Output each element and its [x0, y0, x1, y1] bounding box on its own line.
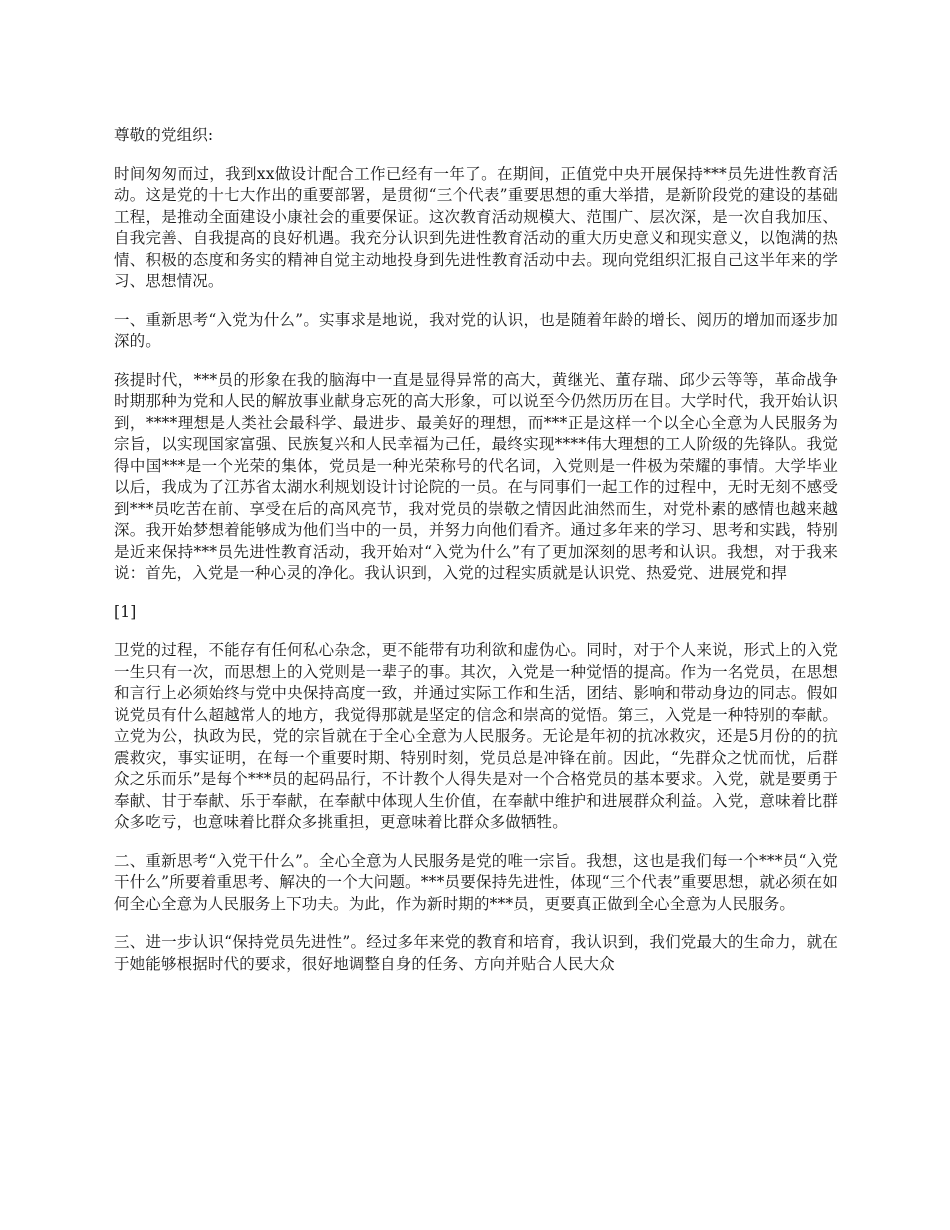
paragraph-intro: 时间匆匆而过，我到xx做设计配合工作已经有一年了。在期间，正值党中央开展保持***员先进性教育活动。这是党的十七大作出的重要部署，是贯彻“三个代表”重要思想的重大举措，是新阶段党的建设的基础工程，是推动全面建设小康社会的重要保证。这次教育活动规模大、范围广、层次深，是一次自我加压、自我完善、自我提高的良好机遇。我充分认识到先进性教育活动的重大历史意义和现实意义，以饱满的热情、积极的态度和务实的精神自觉主动地投身到先进性教育活动中去。现向党组织汇报自己这半年来的学习、思想情况。 [114, 164, 838, 290]
paragraph-defend-party: 卫党的过程，不能存有任何私心杂念，更不能带有功利欲和虚伪心。同时，对于个人来说，形式上的入党一生只有一次，而思想上的入党则是一辈子的事。其次，入党是一种觉悟的提高。作为一名党员，在思想和言行上必须始终与党中央保持高度一致，并通过实际工作和生活，团结、影响和带动身边的同志。假如说党员有什么超越常人的地方，我觉得那就是坚定的信念和崇高的觉悟。第三，入党是一种特别的奉献。立党为公，执政为民，党的宗旨就在于全心全意为人民服务。无论是年初的抗冰救灾，还是5月份的的抗震救灾，事实证明，在每一个重要时期、特别时刻，党员总是冲锋在前。因此，“先群众之忧而忧，后群众之乐而乐”是每个***员的起码品行，不计教个人得失是对一个合格党员的基本要求。入党，就是要勇于奉献、甘于奉献、乐于奉献，在奉献中体现人生价值，在奉献中维护和进展群众利益。入党，意味着比群众多吃亏，也意味着比群众多挑重担，更意味着比群众多做牺牲。 [114, 641, 838, 831]
paragraph-section-1-heading: 一、重新思考“入党为什么”。实事求是地说，我对党的认识，也是随着年龄的增长、阅历的增加而逐步加深的。 [114, 310, 838, 350]
footnote-marker: [1] [114, 602, 137, 621]
paragraph-childhood: 孩提时代，***员的形象在我的脑海中一直是显得异常的高大，黄继光、董存瑞、邱少云等等，革命战争时期那种为党和人民的解放事业献身忘死的高大形象，可以说至今仍然历历在目。大学时代，我开始认识到，****理想是人类社会最科学、最进步、最美好的理想，而***正是这样一个以全心全意为人民服务为宗旨，以实现国家富强、民族复兴和人民幸福为己任，最终实现****伟大理想的工人阶级的先锋队。我觉得中国***是一个光荣的集体，党员是一种光荣称号的代名词，入党则是一件极为荣耀的事情。大学毕业以后，我成为了江苏省太湖水利规划设计讨论院的一员。在与同事们一起工作的过程中，无时无刻不感受到***员吃苦在前、享受在后的高风亮节，我对党员的崇敬之情因此油然而生，对党朴素的感情也越来越深。我开始梦想着能够成为他们当中的一员，并努力向他们看齐。通过多年来的学习、思考和实践，特别是近来保持***员先进性教育活动，我开始对“入党为什么”有了更加深刻的思考和认识。我想，对于我来说：首先，入党是一种心灵的净化。我认识到，入党的过程实质就是认识党、热爱党、进展党和捍 [114, 370, 838, 582]
paragraph-section-3: 三、进一步认识“保持党员先进性”。经过多年来党的教育和培育，我认识到，我们党最大的生命力，就在于她能够根据时代的要求，很好地调整自身的任务、方向并贴合人民大众 [114, 933, 838, 973]
paragraph-section-2: 二、重新思考“入党干什么”。全心全意为人民服务是党的唯一宗旨。我想，这也是我们每一个***员“入党干什么”所要着重思考、解决的一个大问题。***员要保持先进性，体现“三个代表”重要思想，就必须在如何全心全意为人民服务上下功夫。为此，作为新时期的***员，更要真正做到全心全意为人民服务。 [114, 851, 838, 913]
salutation: 尊敬的党组织: [114, 126, 214, 144]
document-page [114, 125, 838, 992]
